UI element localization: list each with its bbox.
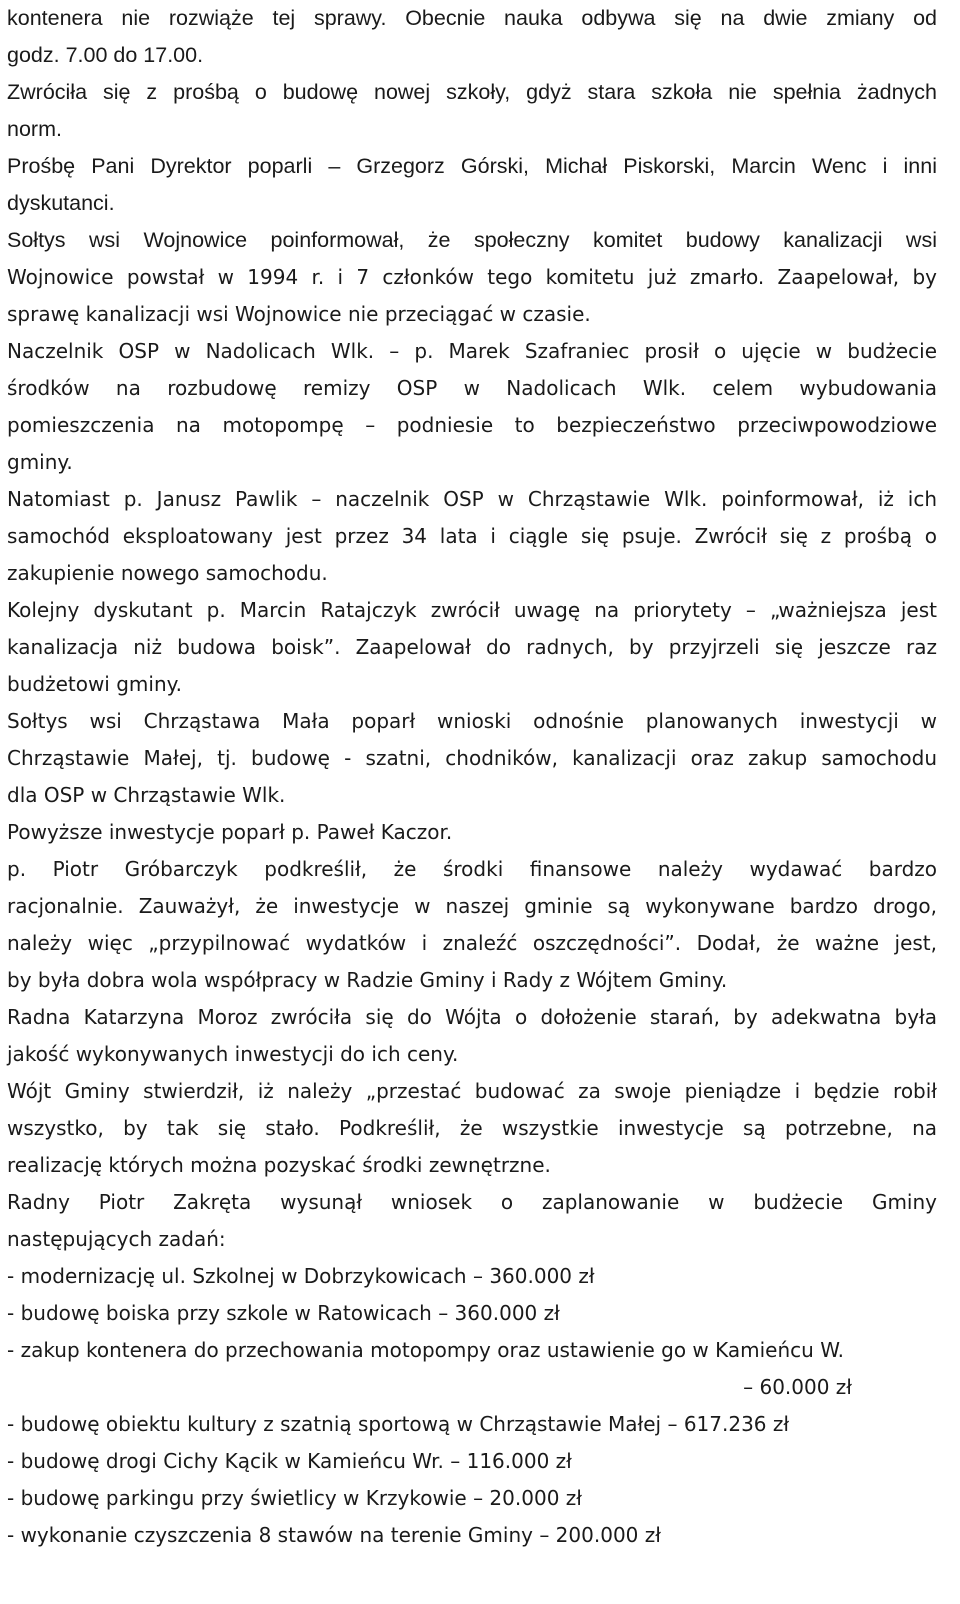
list-item: - budowę obiektu kultury z szatnią sportową w Chrząstawie Małej – 617.236 zł [7,1412,790,1436]
text-line: środków na rozbudowę remizy OSP w Nadolicach Wlk. celem wybudowania [7,376,937,400]
text-line: Wojnowice powstał w 1994 r. i 7 członków tego komitetu już zmarło. Zaapelował, by [7,265,937,289]
text-line: Radny Piotr Zakręta wysunął wniosek o zaplanowanie w budżecie Gminy [7,1190,937,1214]
document-page [7,0,937,1554]
text-line: następujących zadań: [7,1227,226,1251]
text-line: Chrząstawie Małej, tj. budowę - szatni, chodników, kanalizacji oraz zakup samochodu [7,746,937,770]
list-item-amount: – 60.000 zł [743,1375,852,1399]
text-line: norm. [7,117,62,141]
text-line: Wójt Gminy stwierdził, iż należy „przestać budować za swoje pieniądze i będzie robił [7,1079,937,1103]
list-item: - budowę parkingu przy świetlicy w Krzykowie – 20.000 zł [7,1486,582,1510]
text-line: jakość wykonywanych inwestycji do ich ceny. [7,1042,459,1066]
text-line: Sołtys wsi Wojnowice poinformował, że społeczny komitet budowy kanalizacji wsi [7,228,937,252]
text-line: należy więc „przypilnować wydatków i znaleźć oszczędności”. Dodał, że ważne jest, [7,931,937,955]
text-line: Naczelnik OSP w Nadolicach Wlk. – p. Marek Szafraniec prosił o ujęcie w budżecie [7,339,937,363]
text-line: Natomiast p. Janusz Pawlik – naczelnik OSP w Chrząstawie Wlk. poinformował, iż ich [7,487,937,511]
text-line: Zwróciła się z prośbą o budowę nowej szkoły, gdyż stara szkoła nie spełnia żadnych [7,80,937,104]
text-line: samochód eksploatowany jest przez 34 lata i ciągle się psuje. Zwrócił się z prośbą o [7,524,937,548]
text-line: wszystko, by tak się stało. Podkreślił, że wszystkie inwestycje są potrzebne, na [7,1116,937,1140]
text-line: budżetowi gminy. [7,672,182,696]
text-line: dyskutanci. [7,191,115,215]
text-line: Prośbę Pani Dyrektor poparli – Grzegorz Górski, Michał Piskorski, Marcin Wenc i inni [7,154,937,178]
list-item: - wykonanie czyszczenia 8 stawów na terenie Gminy – 200.000 zł [7,1523,661,1547]
text-line: zakupienie nowego samochodu. [7,561,328,585]
text-line: p. Piotr Gróbarczyk podkreślił, że środki finansowe należy wydawać bardzo [7,857,937,881]
list-item: - budowę drogi Cichy Kącik w Kamieńcu Wr. – 116.000 zł [7,1449,572,1473]
text-line: godz. 7.00 do 17.00. [7,43,204,67]
text-line: pomieszczenia na motopompę – podniesie to bezpieczeństwo przeciwpowodziowe [7,413,937,437]
text-line: by była dobra wola współpracy w Radzie Gminy i Rady z Wójtem Gminy. [7,968,728,992]
list-item: - modernizację ul. Szkolnej w Dobrzykowicach – 360.000 zł [7,1264,595,1288]
list-item: - budowę boiska przy szkole w Ratowicach – 360.000 zł [7,1301,560,1325]
text-line: Sołtys wsi Chrząstawa Mała poparł wnioski odnośnie planowanych inwestycji w [7,709,937,733]
text-line: Radna Katarzyna Moroz zwróciła się do Wójta o dołożenie starań, by adekwatna była [7,1005,937,1029]
text-line: kontenera nie rozwiąże tej sprawy. Obecnie nauka odbywa się na dwie zmiany od [7,6,937,30]
text-line: racjonalnie. Zauważył, że inwestycje w naszej gminie są wykonywane bardzo drogo, [7,894,937,918]
text-line: Powyższe inwestycje poparł p. Paweł Kaczor. [7,820,453,844]
text-line: realizację których można pozyskać środki zewnętrzne. [7,1153,551,1177]
text-line: kanalizacja niż budowa boisk”. Zaapelował do radnych, by przyjrzeli się jeszcze raz [7,635,937,659]
list-item: - zakup kontenera do przechowania motopompy oraz ustawienie go w Kamieńcu W. [7,1338,845,1362]
text-line: dla OSP w Chrząstawie Wlk. [7,783,286,807]
text-line: gminy. [7,450,73,474]
text-line: sprawę kanalizacji wsi Wojnowice nie przeciągać w czasie. [7,302,591,326]
text-line: Kolejny dyskutant p. Marcin Ratajczyk zwrócił uwagę na priorytety – „ważniejsza jest [7,598,937,622]
